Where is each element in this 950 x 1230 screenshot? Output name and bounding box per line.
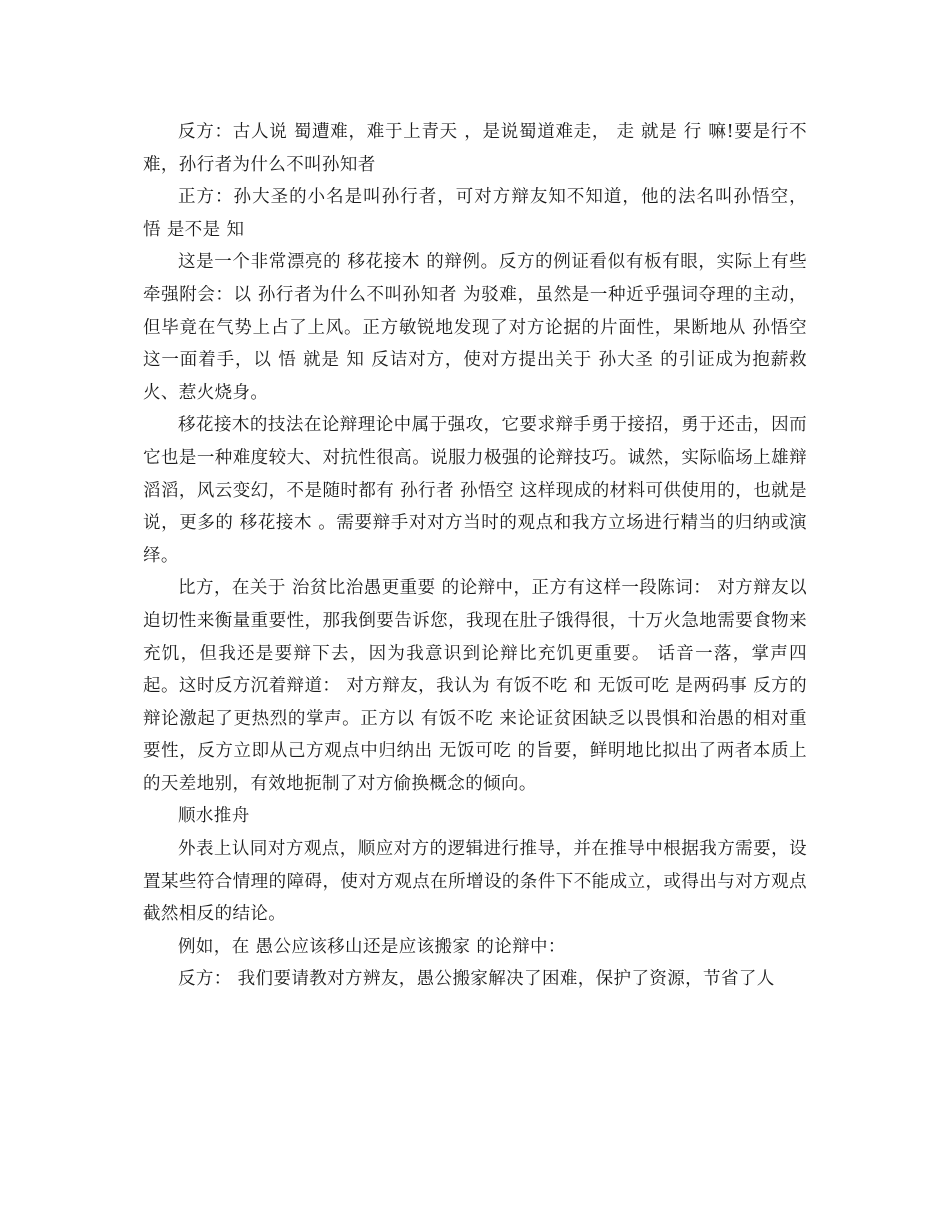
paragraph-definition: 外表上认同对方观点，顺应对方的逻辑进行推导，并在推导中根据我方需要，设置某些符合情理的障碍，使对方观点在所增设的条件下不能成立，或得出与对方观点截然相反的结论。: [143, 839, 807, 925]
paragraph-technique: 移花接木的技法在论辩理论中属于强攻，它要求辩手勇于接招，勇于还击，因而它也是一种难度较大、对抗性很高。说服力极强的论辩技巧。诚然，实际临场上雄辩滔滔，风云变幻，不是随时都有 孙行者 孙悟空 这样现成的材料可供使用的，也就是说，更多的 移花接木 。需要辩手对对方当时的观点和我方立场进行精当的归纳或演绎。: [143, 415, 807, 566]
paragraph-example-intro: 例如，在 愚公应该移山还是应该搬家 的论辩中：: [178, 936, 566, 957]
paragraph-con-quote: 反方：古人说 蜀遭难，难于上青天 ，是说蜀道难走， 走 就是 行 嘛!要是行不难，孙行者为什么不叫孙知者: [143, 122, 807, 175]
paragraph-pro-reply: 正方：孙大圣的小名是叫孙行者，可对方辩友知不知道，他的法名叫孙悟空， 悟 是不是 知: [143, 187, 807, 240]
paragraph-example: 比方，在关于 治贫比治愚更重要 的论辩中，正方有这样一段陈词： 对方辩友以迫切性来衡量重要性，那我倒要告诉您，我现在肚子饿得很，十万火急地需要食物来充饥，但我还是要辩下去，因为我意识到论辩比充饥更重要。 话音一落，掌声四起。这时反方沉着辩道： 对方辩友，我认为 有饭不吃 和 无饭可吃 是两码事 反方的辩论激起了更热烈的掌声。正方以 有饭不吃 来论证贫困缺乏以畏惧和治愚的相对重要性，反方立即从己方观点中归纳出 无饭可吃 的旨要，鲜明地比拟出了两者本质上的天差地别，有效地扼制了对方偷换概念的倾向。: [143, 578, 807, 794]
section-heading: 顺水推舟: [178, 806, 250, 827]
paragraph-analysis: 这是一个非常漂亮的 移花接木 的辩例。反方的例证看似有板有眼，实际上有些牵强附会：以 孙行者为什么不叫孙知者 为驳难，虽然是一种近乎强词夺理的主动，但毕竟在气势上占了上风。正方敏锐地发现了对方论据的片面性，果断地从 孙悟空 这一面着手，以 悟 就是 知 反诘对方，使对方提出关于 孙大圣 的引证成为抱薪救火、惹火烧身。: [143, 252, 807, 403]
document-body: [143, 116, 807, 996]
paragraph-con-question: 反方： 我们要请教对方辨友，愚公搬家解决了困难，保护了资源，节省了人: [178, 969, 775, 990]
